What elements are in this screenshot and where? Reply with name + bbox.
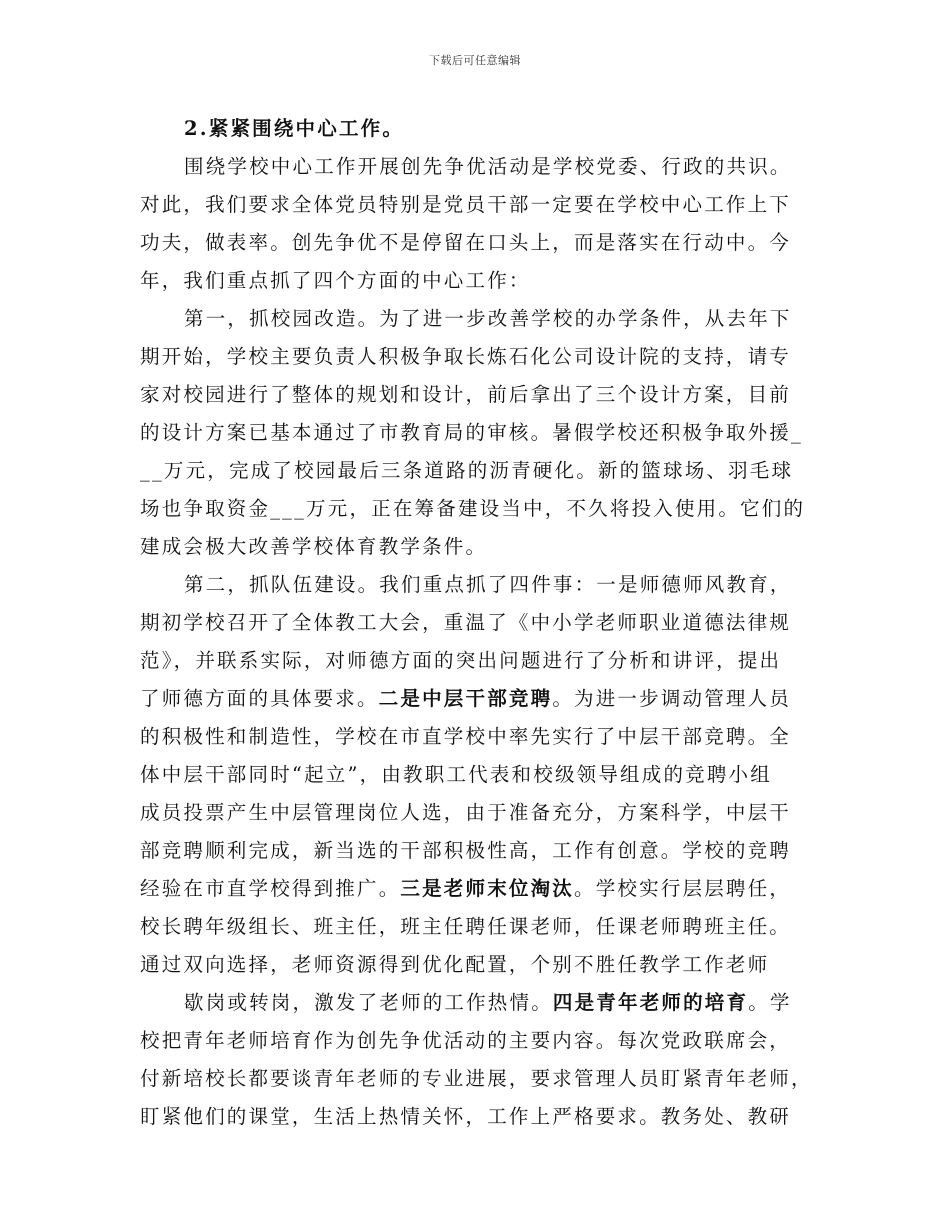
text-run: 的设计方案已基本通过了市教育局的审核。暑假学校还积极争取外援_ — [140, 421, 803, 444]
text-run: 盯紧他们的课堂，生活上热情关怀，工作上严格要求。教务处、教研 — [140, 1105, 792, 1128]
paragraph-line — [140, 642, 830, 680]
text-run: 。为进一步调动管理人员 — [552, 687, 792, 710]
text-run: 第二，抓队伍建设。我们重点抓了四件事：一是师德师风教育， — [184, 573, 792, 596]
paragraph-line — [140, 680, 830, 718]
paragraph-line — [140, 300, 830, 338]
paragraph-line — [140, 1022, 830, 1060]
text-run: 。学校实行层层聘任， — [574, 877, 792, 900]
text-run: 功夫，做表率。创先争优不是停留在口头上，而是落实在行动中。今 — [140, 231, 792, 254]
bold-text-run: 二是中层干部竞聘 — [378, 687, 553, 710]
paragraph-line — [140, 604, 830, 642]
section-heading — [140, 110, 830, 148]
text-run: 校长聘年级组长、班主任，班主任聘任课老师，任课老师聘班主任。 — [140, 915, 792, 938]
page-header: 下载后可任意编辑 — [429, 54, 521, 67]
document-body — [140, 110, 830, 1136]
text-run: 歇岗或转岗，激发了老师的工作热情。 — [184, 991, 553, 1014]
text-run: 成员投票产生中层管理岗位人选，由于准备充分，方案科学，中层干 — [140, 801, 792, 824]
paragraph-line — [140, 756, 830, 794]
bold-text-run: 四是青年老师的培育 — [552, 991, 749, 1014]
text-run: 了师德方面的具体要求。 — [140, 687, 379, 710]
bold-text-run: 三是老师末位淘汰 — [400, 877, 575, 900]
paragraph-line — [140, 1098, 830, 1136]
paragraph-line — [140, 1060, 830, 1098]
text-run: __万元，完成了校园最后三条道路的沥青硬化。新的篮球场、羽毛球 — [140, 459, 794, 482]
text-run: 的积极性和制造性，学校在市直学校中率先实行了中层干部竞聘。全 — [140, 725, 792, 748]
text-run: 对此，我们要求全体党员特别是党员干部一定要在学校中心工作上下 — [140, 193, 792, 216]
text-run: 经验在市直学校得到推广。 — [140, 877, 401, 900]
text-run: 家对校园进行了整体的规划和设计，前后拿出了三个设计方案，目前 — [140, 383, 792, 406]
text-run: 付新培校长都要谈青年老师的专业进展，要求管理人员盯紧青年老师， — [140, 1067, 813, 1090]
text-run: 期开始，学校主要负责人积极争取长炼石化公司设计院的支持，请专 — [140, 345, 792, 368]
paragraph-line — [140, 908, 830, 946]
paragraph-line — [140, 262, 830, 300]
paragraph-line — [140, 870, 830, 908]
paragraph-line — [140, 452, 830, 490]
text-run: 期初学校召开了全体教工大会，重温了《中小学老师职业道德法律规 — [140, 611, 792, 634]
text-run: 2.紧紧围绕中心工作。 — [184, 117, 405, 140]
paragraph-line — [140, 376, 830, 414]
paragraph-line — [140, 186, 830, 224]
paragraph-line — [140, 946, 830, 984]
paragraph-line — [140, 984, 830, 1022]
paragraph-line — [140, 490, 830, 528]
text-run: 第一，抓校园改造。为了进一步改善学校的办学条件，从去年下 — [184, 307, 792, 330]
paragraph-line — [140, 794, 830, 832]
paragraph-line — [140, 148, 830, 186]
text-run: 。学 — [748, 991, 792, 1014]
paragraph-line — [140, 832, 830, 870]
text-run: 校把青年老师培育作为创先争优活动的主要内容。每次党政联席会， — [140, 1029, 792, 1052]
paragraph-line — [140, 224, 830, 262]
text-run: 年，我们重点抓了四个方面的中心工作： — [140, 269, 531, 292]
text-run: 通过双向选择，老师资源得到优化配置，个别不胜任教学工作老师 — [140, 953, 770, 976]
paragraph-line — [140, 338, 830, 376]
paragraph-line — [140, 414, 830, 452]
text-run: 范》，并联系实际，对师德方面的突出问题进行了分析和讲评，提出 — [140, 649, 782, 672]
paragraph-line — [140, 566, 830, 604]
paragraph-line — [140, 718, 830, 756]
text-run: 围绕学校中心工作开展创先争优活动是学校党委、行政的共识。 — [184, 155, 792, 178]
text-run: 部竞聘顺利完成，新当选的干部积极性高，工作有创意。学校的竞聘 — [140, 839, 792, 862]
text-run: 体中层干部同时“起立”，由教职工代表和校级领导组成的竞聘小组 — [140, 763, 772, 786]
paragraph-line — [140, 528, 830, 566]
text-run: 场也争取资金___万元，正在筹备建设当中，不久将投入使用。它们的 — [140, 497, 806, 520]
text-run: 建成会极大改善学校体育教学条件。 — [140, 535, 488, 558]
